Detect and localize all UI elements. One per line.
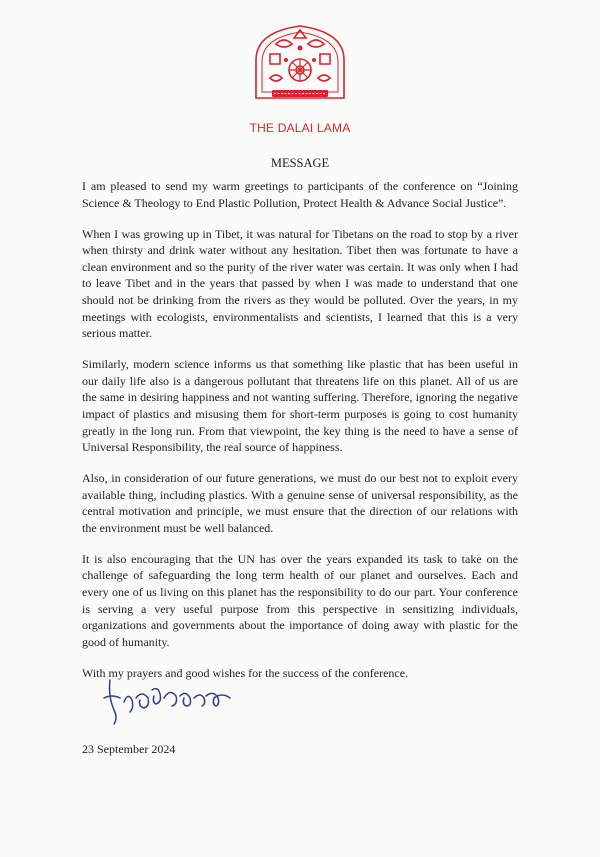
message-body xyxy=(82,178,518,696)
paragraph: I am pleased to send my warm greetings to participants of the conference on “Joining Science & Theology to End Plastic Pollution, Protect Health & Advance Social Justice”. xyxy=(82,179,518,210)
letterhead-title: THE DALAI LAMA xyxy=(249,121,351,135)
letter-date: 23 September 2024 xyxy=(82,742,176,756)
dalai-lama-seal-icon xyxy=(236,20,364,102)
paragraph: It is also encouraging that the UN has over the years expanded its task to take on the challenge of safeguarding the long term health of our planet and ourselves. Each and every one of us living on this planet has the responsibility to do our part. Your conference is serving a very useful purpose from this perspective in sensitizing individuals, organizations and governments about the importance of doing away with plastic for the good of humanity. xyxy=(82,551,518,649)
paragraph: When I was growing up in Tibet, it was natural for Tibetans on the road to stop by a river when thirsty and drink water without any hesitation. Tibet then was fortunate to have a clean environment and so the purity of the river water was certain. It was only when I had to leave Tibet and in the years that passed by when I was made to understand that one should not be drinking from the rivers as they would be polluted. Over the years, in my meetings with ecologists, environmentalists and scientists, I learned that this is a very serious matter. xyxy=(82,226,518,341)
message-heading: MESSAGE xyxy=(270,156,330,170)
paragraph: Also, in consideration of our future generations, we must do our best not to exploit every available thing, including plastics. With a genuine sense of universal responsibility, as the central motivation and principle, we must ensure that the direction of our relations with the environment must be well balanced. xyxy=(82,471,518,535)
paragraph: With my prayers and good wishes for the success of the conference. xyxy=(82,665,409,680)
paragraph: Similarly, modern science informs us that something like plastic that has been useful in our daily life also is a dangerous pollutant that threatens life on this planet. All of us are the same in desiring happiness and not wanting suffering. Therefore, ignoring the negative impact of plastics and misusing them for short-term purposes is going to cost humanity greatly in the long run. From that viewpoint, the key thing is the need to have a sense of Universal Responsibility, the real source of happiness. xyxy=(82,357,518,455)
handwritten-signature-icon xyxy=(98,668,248,726)
